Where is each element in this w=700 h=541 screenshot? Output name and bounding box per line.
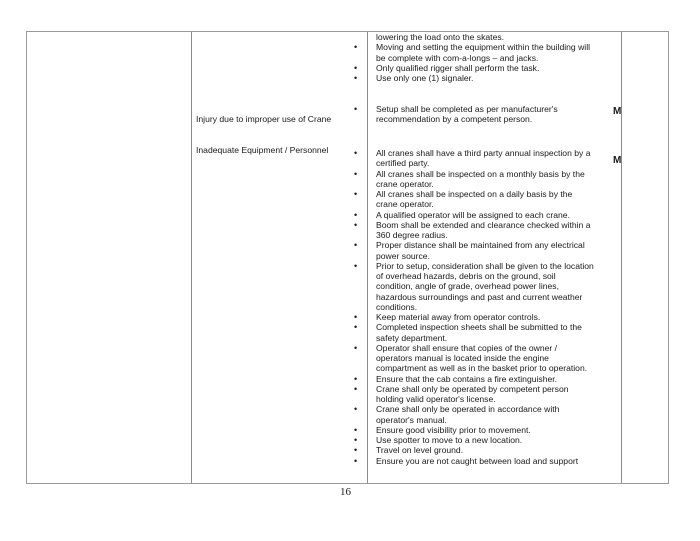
list-item: • Crane shall only be operated by competent person holding valid operator's license.	[344, 384, 594, 405]
list-item-continuation: lowering the load onto the skates.	[376, 32, 505, 42]
list-item: • Ensure you are not caught between load and support	[344, 456, 594, 466]
hazard-inadequate-equipment: Inadequate Equipment / Personnel	[196, 145, 329, 155]
page-number: 16	[340, 486, 351, 498]
list-item: • All cranes shall be inspected on a daily basis by the crane operator.	[344, 189, 594, 210]
list-item: • Boom shall be extended and clearance checked within a 360 degree radius.	[344, 220, 594, 241]
list-item: • Use only one (1) signaler.	[344, 73, 594, 83]
list-item: • Crane shall only be operated in accordance with operator's manual.	[344, 404, 594, 425]
list-item: • Ensure good visibility prior to movement.	[344, 425, 594, 435]
list-item: • Operator shall ensure that copies of the owner / operators manual is located inside the engine compartment as well as in the basket prior to operation.	[344, 343, 594, 374]
list-item: • Completed inspection sheets shall be submitted to the safety department.	[344, 322, 594, 343]
column-divider	[621, 32, 622, 483]
list-item: • Ensure that the cab contains a fire extinguisher.	[344, 374, 594, 384]
continued-controls-list	[344, 32, 594, 83]
list-item: • All cranes shall have a third party annual inspection by a certified party.	[344, 148, 594, 169]
controls-list-inadequate-equipment	[344, 148, 594, 466]
list-item: • Keep material away from operator controls.	[344, 312, 594, 322]
list-item: • Prior to setup, consideration shall be given to the location of overhead hazards, debris on the ground, soil condition, angle of grade, overhead power lines, hazardous surroundings and past and current weather conditions.	[344, 261, 594, 312]
list-item: • Use spotter to move to a new location.	[344, 435, 594, 445]
risk-rating: M	[613, 155, 622, 166]
hazard-crane-misuse: Injury due to improper use of Crane	[196, 114, 332, 124]
column-divider	[191, 32, 192, 483]
list-item: • Proper distance shall be maintained from any electrical power source.	[344, 240, 594, 261]
controls-list-crane-misuse	[344, 104, 594, 125]
list-item: • All cranes shall be inspected on a monthly basis by the crane operator.	[344, 169, 594, 190]
list-item: • Only qualified rigger shall perform the task.	[344, 63, 594, 73]
list-item: • Moving and setting the equipment within the building will be complete with com-a-longs – and jacks.	[344, 42, 594, 63]
risk-rating: M	[613, 106, 622, 117]
list-item: • Travel on level ground.	[344, 445, 594, 455]
list-item: • Setup shall be completed as per manufacturer's recommendation by a competent person.	[344, 104, 594, 125]
list-item: • A qualified operator will be assigned to each crane.	[344, 210, 594, 220]
